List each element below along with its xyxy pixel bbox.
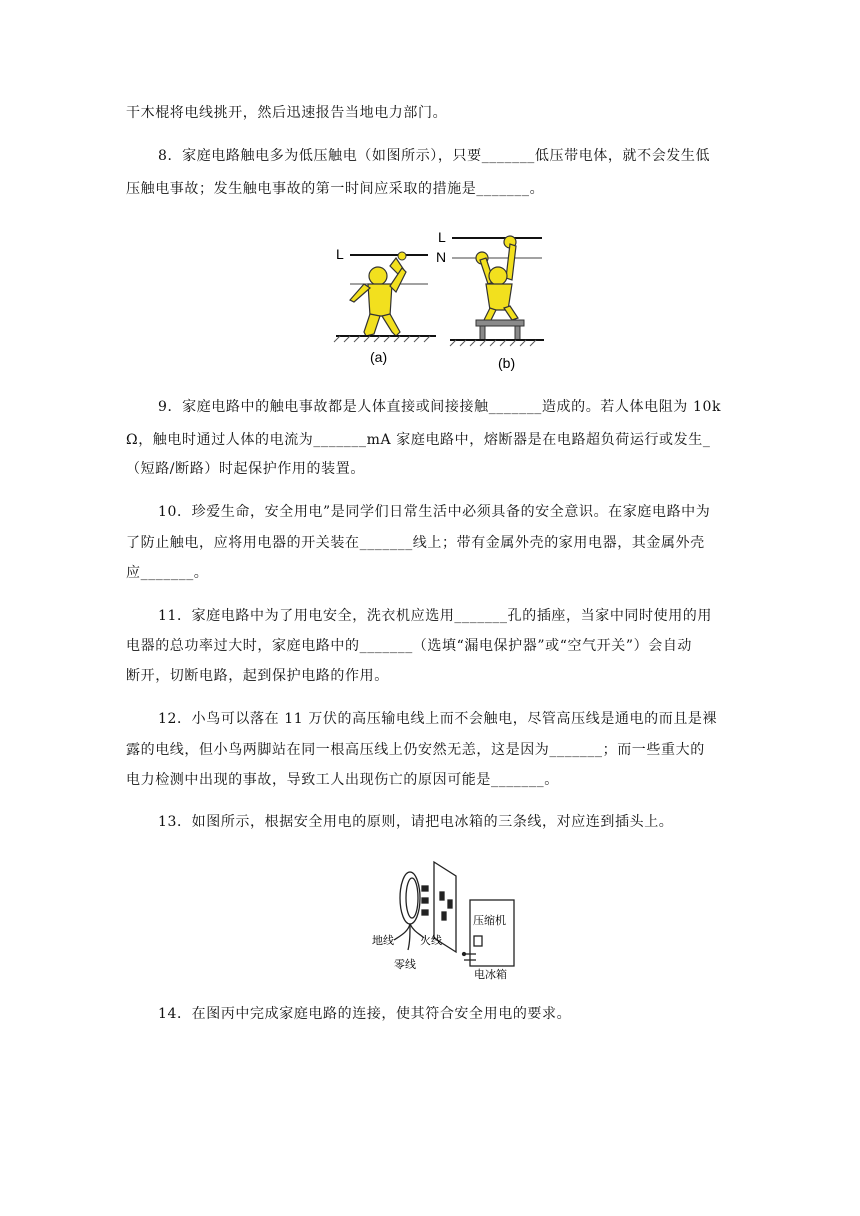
question-11-line-3: 断开，切断电路，起到保护电路的作用。 [126,668,389,684]
question-13-line: 13．如图所示，根据安全用电的原则，请把电冰箱的三条线，对应连到插头上。 [158,814,674,830]
question-10-line-2: 了防止触电，应将用电器的开关装在_______线上；带有金属外壳的家用电器，其金属外壳 [126,535,705,551]
wooden-stool-icon [476,320,524,340]
question-10-line-1: 10．珍爱生命，安全用电”是同学们日常生活中必须具备的安全意识。在家庭电路中为 [158,504,711,520]
caption-b: (b) [498,355,516,371]
fridge-wiring-figure [364,854,524,984]
refrigerator-icon [463,900,515,966]
question-9-line-3: （短路/断路）时起保护作用的装置。 [126,461,365,477]
label-l-a: L [336,246,344,262]
question-11-line-1: 11．家庭电路中为了用电安全，洗衣机应选用_______孔的插座，当家中同时使用的用 [158,608,713,624]
panel-b [436,229,544,371]
question-12-line-3: 电力检测中出现的事故，导致工人出现伤亡的原因可能是_______。 [126,772,559,788]
person-b-icon [476,236,518,322]
question-12-line-1: 12．小鸟可以落在 11 万伏的高压输电线上而不会触电，尽管高压线是通电的而且是裸 [158,711,718,727]
question-10-line-3: 应_______。 [126,565,209,581]
question-8-line-1: 8．家庭电路触电多为低压触电（如图所示），只要_______低压带电体，就不会发生低 [158,148,711,164]
question-8-line-2: 压触电事故；发生触电事故的第一时间应采取的措施是_______。 [126,181,545,197]
shock-illustration-figure [330,220,550,372]
compressor-label: 压缩机 [473,914,506,927]
fridge-label: 电冰箱 [474,968,507,981]
question-9-line-1: 9．家庭电路中的触电事故都是人体直接或间接接触_______造成的。若人体电阻为 10k [158,399,722,415]
panel-a [334,246,436,365]
person-a-icon [350,258,406,336]
caption-a: (a) [370,349,388,365]
label-l-b: L [438,229,446,245]
question-9-line-2: Ω，触电时通过人体的电流为_______mA 家庭电路中，熔断器是在电路超负荷运行或发生_ [126,432,711,448]
label-n-b: N [436,249,447,265]
text-line: 干木棍将电线挑开，然后迅速报告当地电力部门。 [126,105,448,121]
question-12-line-2: 露的电线，但小鸟两脚站在同一根高压线上仍安然无恙，这是因为_______；而一些重大的 [126,742,705,758]
neutral-wire-label: 零线 [394,958,416,971]
question-14-line: 14．在图丙中完成家庭电路的连接，使其符合安全用电的要求。 [158,1006,572,1022]
ground-wire-label: 地线 [372,934,394,947]
live-wire-label: 火线 [420,934,442,947]
question-11-line-2: 电器的总功率过大时，家庭电路中的_______（选填“漏电保护器”或“空气开关”）会自动 [126,638,693,654]
